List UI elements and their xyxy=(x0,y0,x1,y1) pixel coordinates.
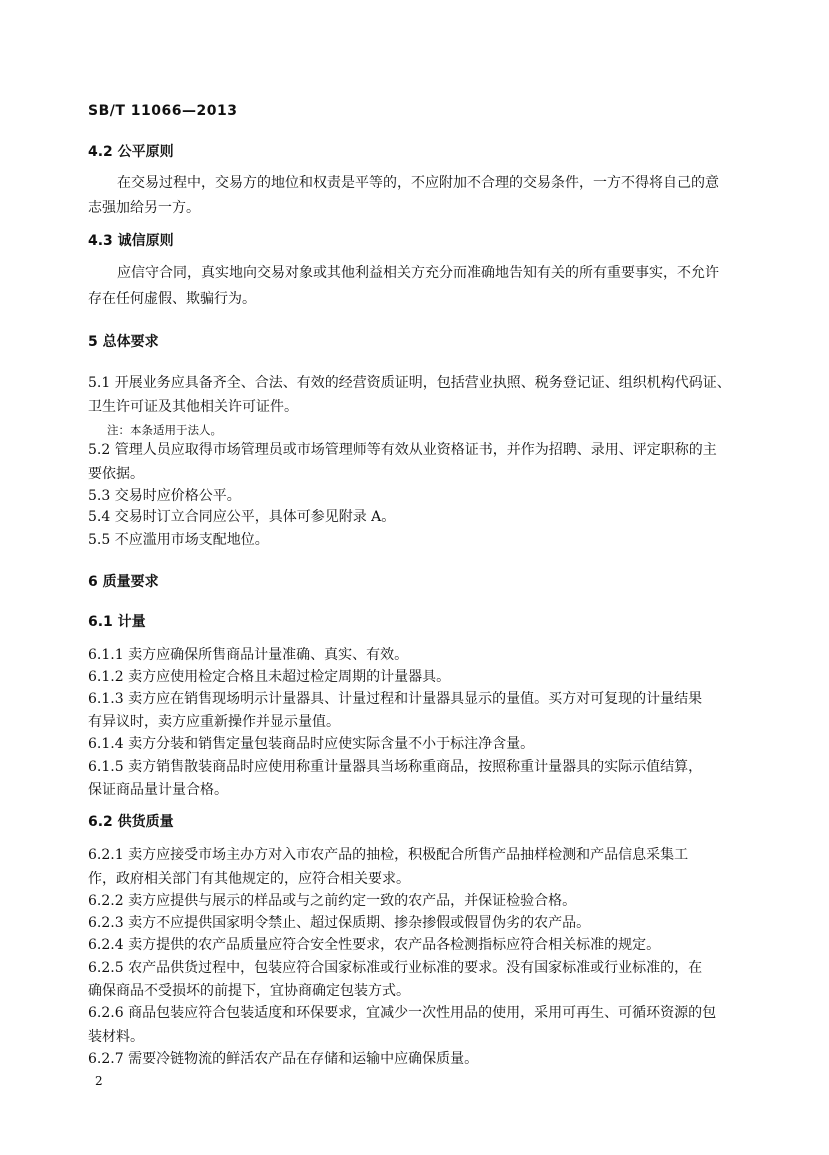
section-heading: 6.1 计量 xyxy=(88,614,146,630)
body-text-line: 6.1.2 卖方应使用检定合格且未超过检定周期的计量器具。 xyxy=(88,669,451,685)
body-text-line: 保证商品量计量合格。 xyxy=(88,782,228,798)
body-text-line: 志强加给另一方。 xyxy=(88,200,200,216)
section-heading: 4.3 诚信原则 xyxy=(88,233,174,249)
body-text-line: 6.1.4 卖方分装和销售定量包装商品时应使实际含量不小于标注净含量。 xyxy=(88,736,535,752)
body-text-line: 确保商品不受损坏的前提下，宜协商确定包装方式。 xyxy=(88,983,410,999)
body-text-line: 6.1.3 卖方应在销售现场明示计量器具、计量过程和计量器具显示的量值。买方对可复现的计量结果 xyxy=(88,691,703,707)
body-text-line: 5.4 交易时订立合同应公平，具体可参见附录 A。 xyxy=(88,509,396,525)
body-text-line: 6.2.5 农产品供货过程中，包装应符合国家标准或行业标准的要求。没有国家标准或行业标准的，在 xyxy=(88,960,703,976)
body-text-line: 6.2.4 卖方提供的农产品质量应符合安全性要求，农产品各检测指标应符合相关标准的规定。 xyxy=(88,937,661,953)
body-text-line: 应信守合同，真实地向交易对象或其他利益相关方充分而准确地告知有关的所有重要事实，不允许 xyxy=(117,265,719,281)
section-heading: 5 总体要求 xyxy=(88,334,159,350)
body-text-line: 5.3 交易时应价格公平。 xyxy=(88,488,241,504)
body-text-line: 作，政府相关部门有其他规定的，应符合相关要求。 xyxy=(88,871,410,887)
body-text-line: 6.1.5 卖方销售散装商品时应使用称重计量器具当场称重商品，按照称重计量器具的实际示值结算， xyxy=(88,759,703,775)
body-text-line: 5.2 管理人员应取得市场管理员或市场管理师等有效从业资格证书，并作为招聘、录用、评定职称的主 xyxy=(88,442,717,458)
body-text-line: 6.2.6 商品包装应符合包装适度和环保要求，宜减少一次性用品的使用，采用可再生、可循环资源的包 xyxy=(88,1005,717,1021)
section-heading: 6.2 供货质量 xyxy=(88,814,174,830)
body-text-line: 5.5 不应滥用市场支配地位。 xyxy=(88,532,269,548)
body-text-line: 在交易过程中，交易方的地位和权责是平等的，不应附加不合理的交易条件，一方不得将自己的意 xyxy=(117,175,719,191)
section-heading: 6 质量要求 xyxy=(88,574,159,590)
body-text-line: 存在任何虚假、欺骗行为。 xyxy=(88,291,256,307)
body-text-line: 卫生许可证及其他相关许可证件。 xyxy=(88,399,298,415)
body-text-line: 有异议时，卖方应重新操作并显示量值。 xyxy=(88,714,340,730)
body-text-line: 5.1 开展业务应具备齐全、合法、有效的经营资质证明，包括营业执照、税务登记证、组织机构代码证、 xyxy=(88,375,731,391)
body-text-line: 6.1.1 卖方应确保所售商品计量准确、真实、有效。 xyxy=(88,647,409,663)
body-text-line: 装材料。 xyxy=(88,1029,144,1045)
body-text-line: 6.2.3 卖方不应提供国家明令禁止、超过保质期、掺杂掺假或假冒伪劣的农产品。 xyxy=(88,915,591,931)
body-text-line: 6.2.1 卖方应接受市场主办方对入市农产品的抽检，积极配合所售产品抽样检测和产品信息采集工 xyxy=(88,847,689,863)
body-text-line: 6.2.2 卖方应提供与展示的样品或与之前约定一致的农产品，并保证检验合格。 xyxy=(88,893,577,909)
section-heading: 4.2 公平原则 xyxy=(88,144,174,160)
standard-code: SB/T 11066—2013 xyxy=(88,103,238,119)
body-text-line: 要依据。 xyxy=(88,466,144,482)
note-text: 注：本条适用于法人。 xyxy=(107,423,222,437)
body-text-line: 6.2.7 需要冷链物流的鲜活农产品在存储和运输中应确保质量。 xyxy=(88,1051,479,1067)
page-number: 2 xyxy=(95,1074,103,1088)
